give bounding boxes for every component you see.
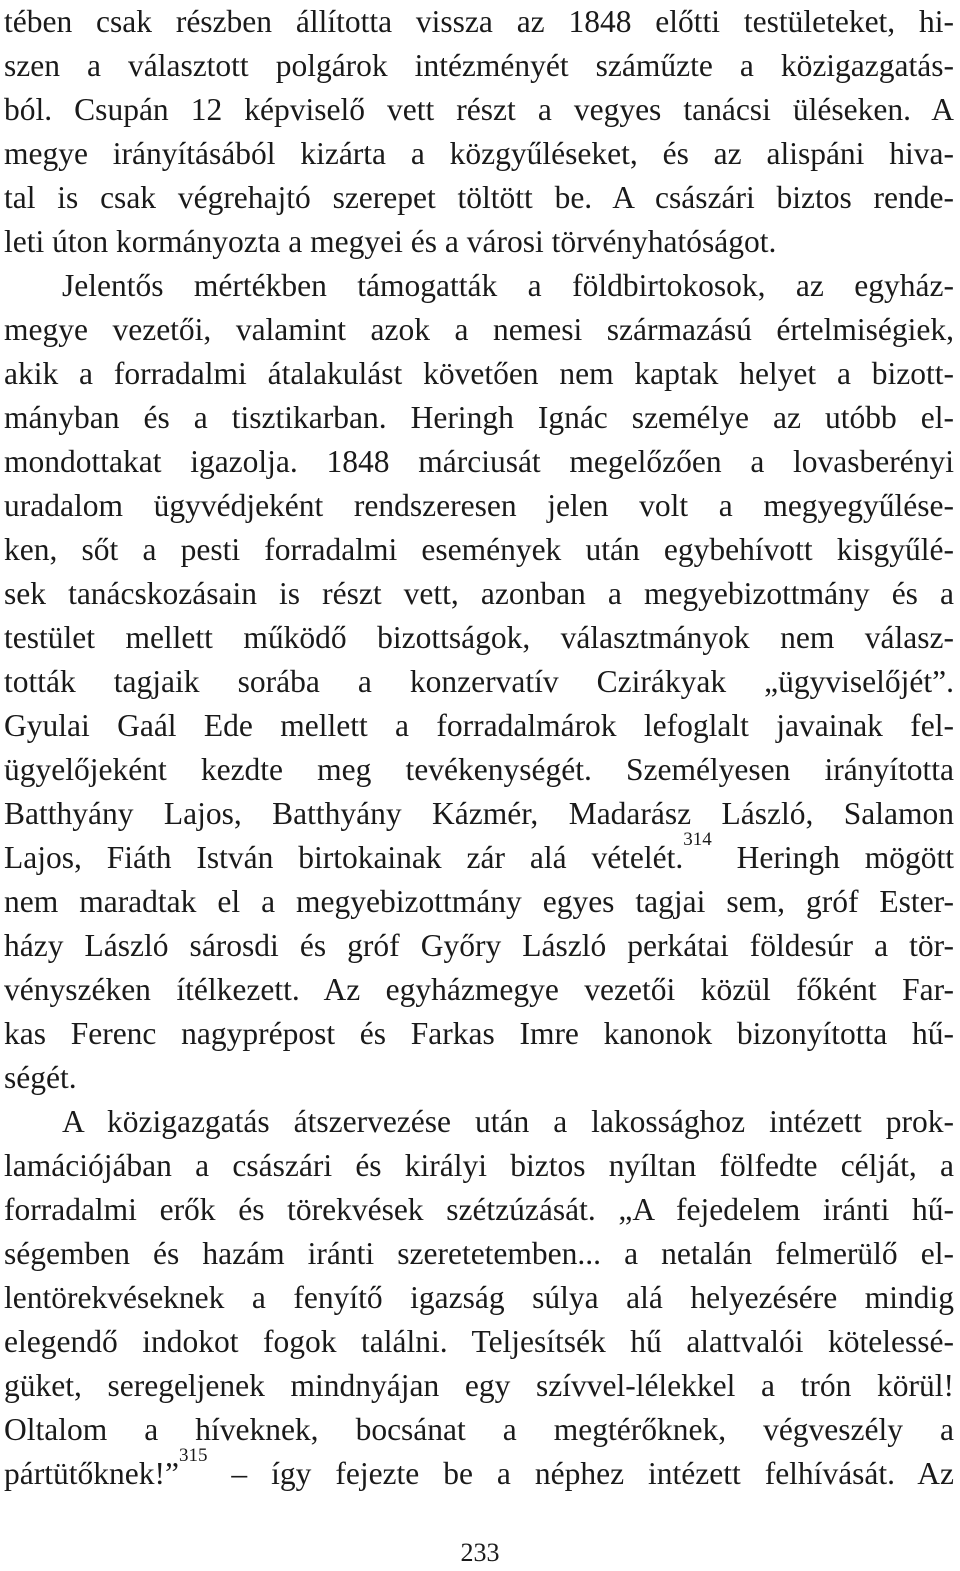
text-line: Batthyány Lajos, Batthyány Kázmér, Madarász László, Salamon xyxy=(4,796,954,831)
text-line: megye vezetői, valamint azok a nemesi származású értelmiségiek, xyxy=(4,312,954,347)
text-line: mányban és a tisztikarban. Heringh Ignác személye az utóbb el- xyxy=(4,400,954,435)
text-line: güket, seregeljenek mindnyájan egy szívvel-lélekkel a trón körül! xyxy=(4,1368,954,1403)
text-line: tében csak részben állította vissza az 1848 előtti testületeket, hi- xyxy=(4,4,954,39)
text-line: sek tanácskozásain is részt vett, azonban a megyebizottmány és a xyxy=(4,576,954,611)
text-line: tal is csak végrehajtó szerepet töltött be. A császári biztos rende- xyxy=(4,180,954,215)
text-line: ügyelőjeként kezdte meg tevékenységét. Személyesen irányította xyxy=(4,752,954,787)
text-line-with-footnote xyxy=(4,1445,954,1496)
text-line: mondottakat igazolja. 1848 márciusát megelőzően a lovasberényi xyxy=(4,444,954,479)
text-line: házy László sárosdi és gróf Győry László perkátai földesúr a tör- xyxy=(4,928,954,963)
footnote-reference: 314 xyxy=(683,829,712,850)
text-line: vényszéken ítélkezett. Az egyházmegye vezetői közül főként Far- xyxy=(4,972,954,1007)
text-line-with-footnote xyxy=(4,829,954,880)
text-line: kas Ferenc nagyprépost és Farkas Imre kanonok bizonyította hű- xyxy=(4,1016,954,1051)
text-line: megye irányításából kizárta a közgyűléseket, és az alispáni hiva- xyxy=(4,136,954,171)
text-segment: – így fejezte be a néphez intézett felhívását. Az xyxy=(207,1456,954,1491)
text-line: lamációjában a császári és királyi biztos nyíltan fölfedte célját, a xyxy=(4,1148,954,1183)
text-line: ken, sőt a pesti forradalmi események után egybehívott kisgyűlé- xyxy=(4,532,954,567)
text-line: testület mellett működő bizottságok, választmányok nem válasz- xyxy=(4,620,954,655)
text-line: leti úton kormányozta a megyei és a városi törvényhatóságot. xyxy=(4,224,777,259)
footnote-reference: 315 xyxy=(178,1445,208,1466)
text-line: ségemben és hazám iránti szeretetemben... a netalán felmerülő el- xyxy=(4,1236,954,1271)
paragraph-first-line: Jelentős mértékben támogatták a földbirtokosok, az egyház- xyxy=(62,268,954,303)
text-line: ségét. xyxy=(4,1060,77,1095)
text-segment: pártütőknek!” xyxy=(4,1456,179,1491)
text-line: nem maradtak el a megyebizottmány egyes tagjai sem, gróf Ester- xyxy=(4,884,954,919)
text-line: Gyulai Gaál Ede mellett a forradalmárok lefoglalt javainak fel- xyxy=(4,708,954,743)
text-line: Oltalom a híveknek, bocsánat a megtérőknek, végveszély a xyxy=(4,1412,954,1447)
text-line: lentörekvéseknek a fenyítő igazság súlya alá helyezésére mindig xyxy=(4,1280,954,1315)
text-segment: Lajos, Fiáth István birtokainak zár alá vételét. xyxy=(4,840,684,875)
text-line: akik a forradalmi átalakulást követően nem kaptak helyet a bizott- xyxy=(4,356,954,391)
text-line: szen a választott polgárok intézményét száműzte a közigazgatás- xyxy=(4,48,954,83)
page-number: 233 xyxy=(460,1538,500,1567)
text-line: ból. Csupán 12 képviselő vett részt a vegyes tanácsi üléseken. A xyxy=(4,92,954,127)
text-line: elegendő indokot fogok találni. Teljesítsék hű alattvalói kötelessé- xyxy=(4,1324,954,1359)
text-line: tották tagjaik sorába a konzervatív Czirákyak „ügyviselőjét”. xyxy=(4,664,954,699)
text-segment: Heringh mögött xyxy=(711,840,954,875)
paragraph-first-line: A közigazgatás átszervezése után a lakossághoz intézett prok- xyxy=(62,1104,954,1139)
text-line: uradalom ügyvédjeként rendszeresen jelen volt a megyegyűlése- xyxy=(4,488,954,523)
text-line: forradalmi erők és törekvések szétzúzását. „A fejedelem iránti hű- xyxy=(4,1192,954,1227)
